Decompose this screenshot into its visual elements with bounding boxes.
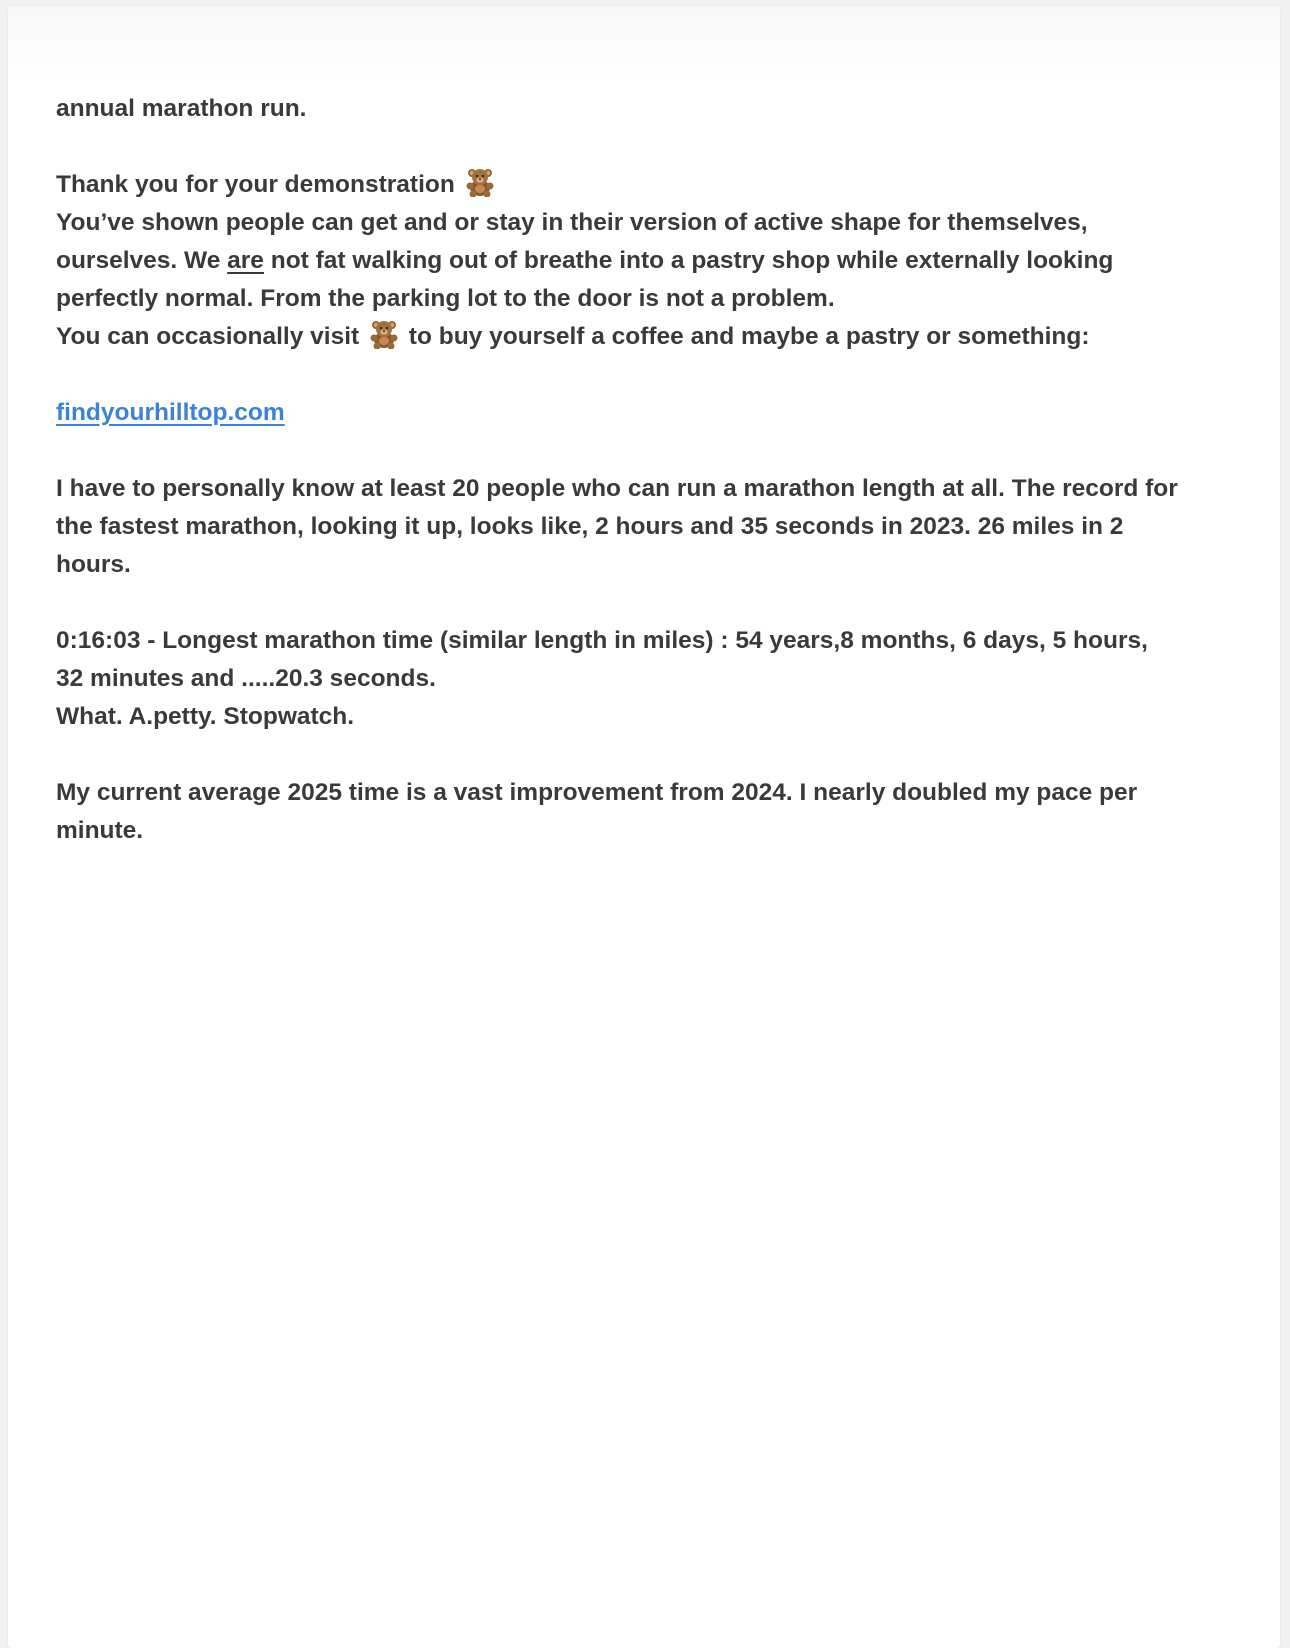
record-line-3: hours. [56, 551, 131, 578]
teddy-bear-icon [464, 167, 496, 197]
visit-pre: You can occasionally visit [56, 323, 366, 350]
website-link[interactable]: findyourhilltop.com [56, 399, 285, 426]
thanks-line [56, 166, 1256, 204]
record-line-2: the fastest marathon, looking it up, looks like, 2 hours and 35 seconds in 2023. 26 miles in 2 [56, 513, 1124, 540]
longest-line-3: What. A.petty. Stopwatch. [56, 703, 355, 730]
shown-line: You’ve shown people can get and or stay in their version of active shape for themselves, [56, 209, 1088, 236]
underlined-are: are [227, 247, 264, 274]
record-paragraph [56, 470, 1256, 584]
ourselves-line [56, 242, 1256, 280]
note-body[interactable] [56, 90, 1256, 888]
normal-line: perfectly normal. From the parking lot to the door is not a problem. [56, 285, 835, 312]
longest-line-1: 0:16:03 - Longest marathon time (similar length in miles) : 54 years,8 months, 6 days, 5 hours, [56, 627, 1148, 654]
link-line [56, 394, 1256, 432]
record-line-1: I have to personally know at least 20 people who can run a marathon length at all. The record for [56, 475, 1178, 502]
longest-line-2: 32 minutes and .....20.3 seconds. [56, 665, 436, 692]
link-paragraph [56, 394, 1256, 432]
thanks-paragraph [56, 166, 1256, 356]
intro-paragraph [56, 90, 1256, 128]
current-paragraph [56, 774, 1256, 850]
thanks-text: Thank you for your demonstration [56, 171, 455, 198]
current-line-1: My current average 2025 time is a vast improvement from 2024. I nearly doubled my pace per [56, 779, 1138, 806]
ourselves-pre: ourselves. We [56, 247, 228, 274]
visit-line [56, 318, 1256, 356]
note-page [8, 6, 1280, 1648]
ourselves-post: not fat walking out of breathe into a pastry shop while externally looking [263, 247, 1114, 274]
top-header-fade [8, 6, 1280, 86]
longest-paragraph [56, 622, 1256, 736]
visit-post: to buy yourself a coffee and maybe a pastry or something: [402, 323, 1090, 350]
intro-line: annual marathon run. [56, 95, 307, 122]
current-line-2: minute. [56, 817, 144, 844]
teddy-bear-icon [368, 319, 400, 349]
